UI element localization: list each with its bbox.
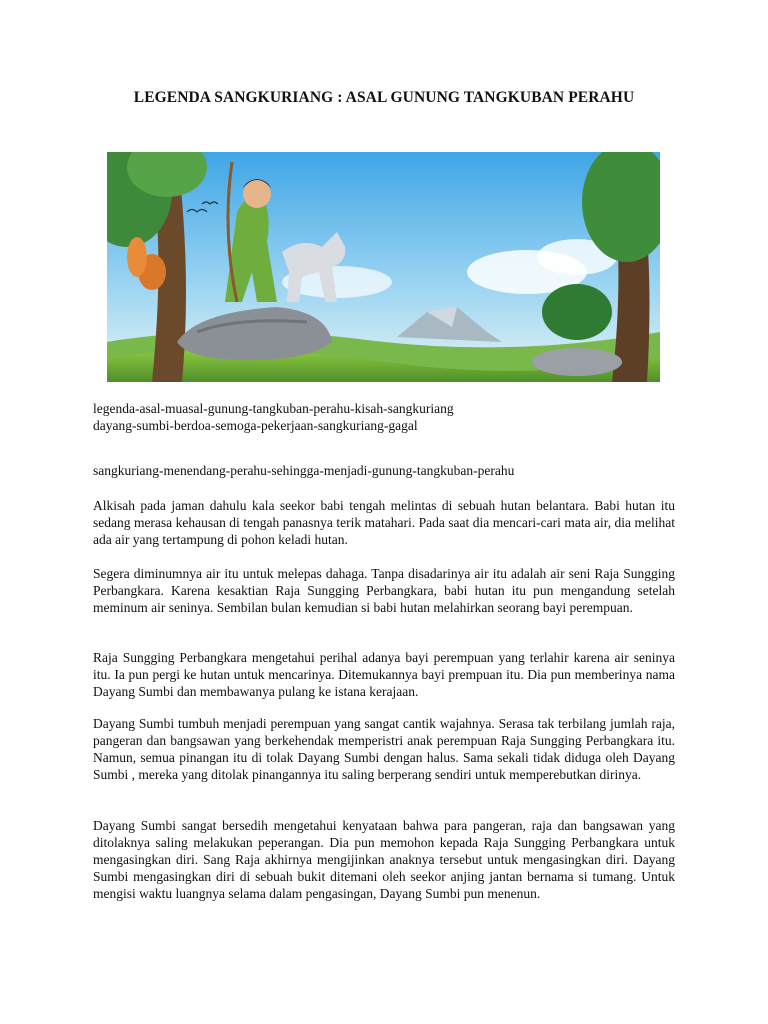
story-illustration [107,152,660,382]
illustration-scene-icon [107,152,660,382]
caption-2: dayang-sumbi-berdoa-semoga-pekerjaan-sangkuriang-gagal [93,418,418,433]
paragraph-2: Segera diminumnya air itu untuk melepas dahaga. Tanpa disadarinya air itu adalah air seni Raja Sungging Perbangkara. Karena kesaktian Raja Sungging Perbangkara, babi hutan itu pun mengandung setelah meminum air seninya. Sembilan bulan kemudian si babi hutan melahirkan seorang bayi perempuan. [93,566,675,615]
document-title: LEGENDA SANGKURIANG : ASAL GUNUNG TANGKUBAN PERAHU [133,89,635,106]
paragraph-4: Dayang Sumbi tumbuh menjadi perempuan yang sangat cantik wajahnya. Serasa tak terbilang jumlah raja, pangeran dan bangsawan yang berkehendak memperistri anak perempuan Raja Sungging Perbangkara itu. Namun, semua pinangan itu di tolak Dayang Sumbi dengan halus. Sama sekali tidak diduga oleh Dayang Sumbi , mereka yang ditolak pinangannya itu saling berperang sendiri untuk memperebutkan dirinya. [93,716,675,782]
paragraph-5: Dayang Sumbi sangat bersedih mengetahui kenyataan bahwa para pangeran, raja dan bangsawan yang ditolaknya saling melakukan peperangan. Dia pun memohon kepada Raja Sungging Perbangkara untuk mengasingkan diri. Sang Raja akhirnya mengijinkan anaknya tersebut untuk mengasingkan diri. Dayang Sumbi mengasingkan diri di sebuah bukit ditemani oleh seekor anjing jantan bernama si tumang. Untuk mengisi waktu luangnya selama dalam pengasingan, Dayang Sumbi pun menenun. [93,818,675,901]
caption-1: legenda-asal-muasal-gunung-tangkuban-perahu-kisah-sangkuriang [93,401,454,416]
paragraph-3: Raja Sungging Perbangkara mengetahui perihal adanya bayi perempuan yang terlahir karena air seninya itu. Ia pun pergi ke hutan untuk mencarinya. Ditemukannya bayi prempuan itu. Dia pun memberinya nama Dayang Sumbi dan membawanya pulang ke istana kerajaan. [93,650,675,699]
paragraph-1: Alkisah pada jaman dahulu kala seekor babi tengah melintas di sebuah hutan belantara. Babi hutan itu sedang merasa kehausan di tengah panasnya terik matahari. Pada saat dia mencari-cari mata air, dia melihat ada air yang tertampung di pohon keladi hutan. [93,498,675,547]
caption-3: sangkuriang-menendang-perahu-sehingga-menjadi-gunung-tangkuban-perahu [93,463,515,478]
